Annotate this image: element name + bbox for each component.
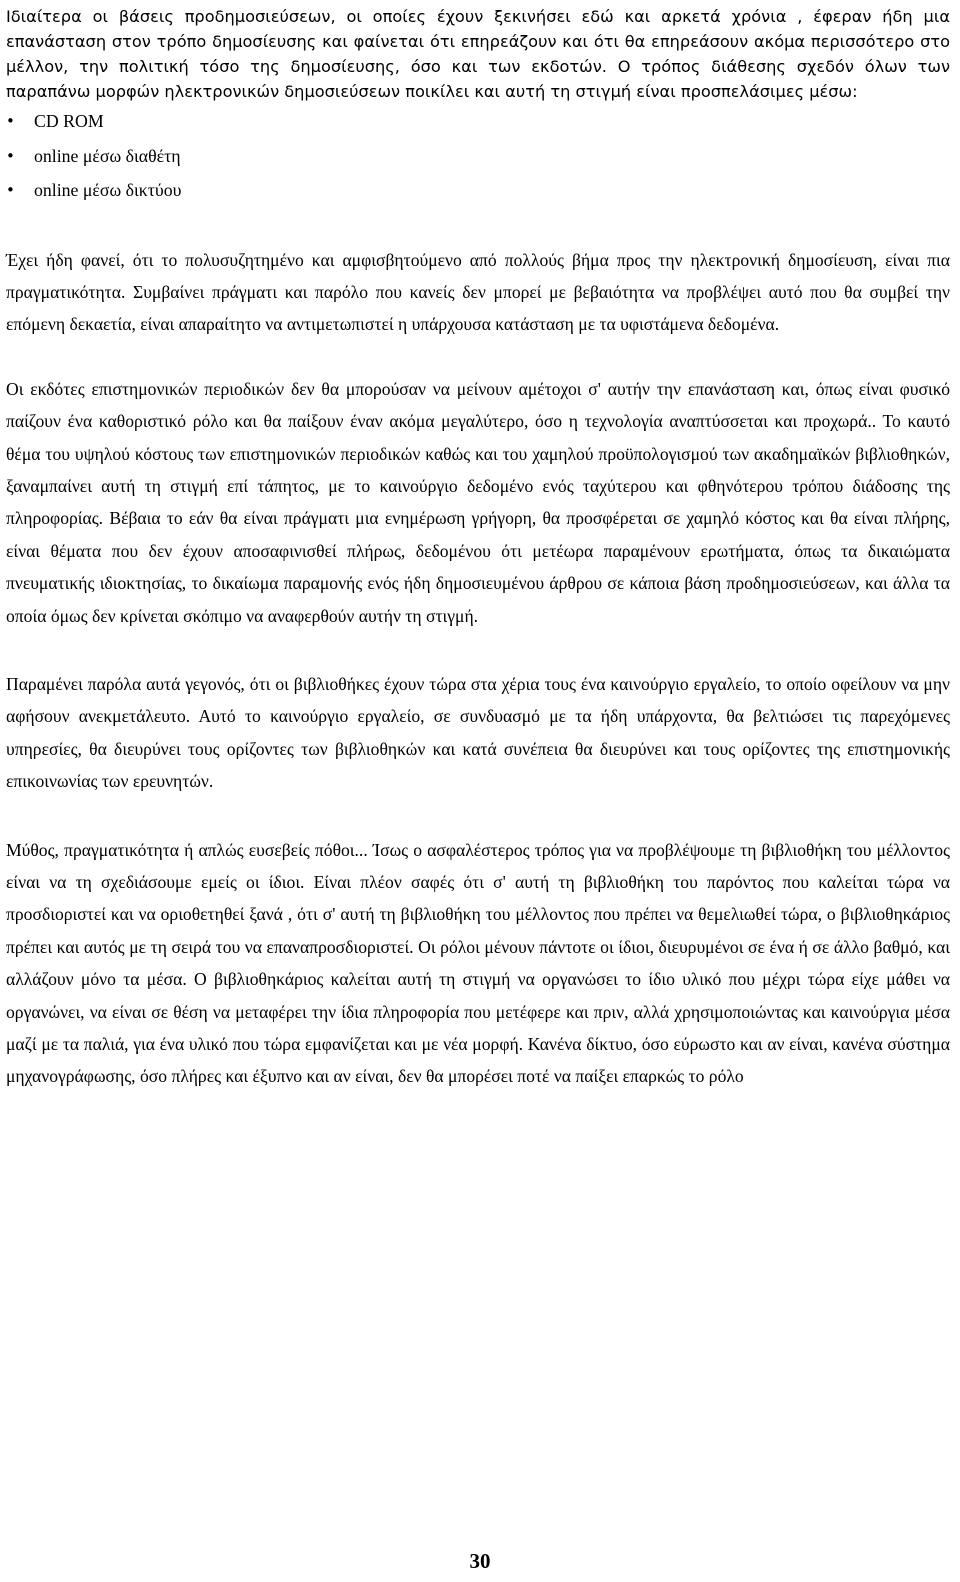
page-number: 30 bbox=[469, 1549, 491, 1573]
paragraph-libraries-tool: Παραμένει παρόλα αυτά γεγονός, ότι οι βιβλιοθήκες έχουν τώρα στα χέρια τους ένα καινούργιο εργαλείο, το οποίο οφείλουν να μην αφήσουν ανεκμετάλευτο. Αυτό το καινούργιο εργαλείο, σε συνδυασμό με τα ήδη υπάρχοντα, θα βελτιώσει τις παρεχόμενες υπηρεσίες, θα διευρύνει τους ορίζοντες των βιβλιοθηκών και κατά συνέπεια θα διευρύνει και τους ορίζοντες της επιστημονικής επικοινωνίας των ερευνητών. bbox=[6, 673, 950, 792]
bullet-icon: • bbox=[6, 146, 15, 165]
paragraph-library-future: Μύθος, πραγματικότητα ή απλώς ευσεβείς πόθοι... Ίσως ο ασφαλέστερος τρόπος για να προβλέψουμε τη βιβλιοθήκη του μέλλοντος είναι να τη σχεδιάσουμε εμείς οι ίδιοι. Είναι πλέον σαφές ότι σ' αυτή τη βιβλιοθήκη του παρόντος που καλείται τώρα να προσδιοριστεί και να οριοθετηθεί ξανά , ότι σ' αυτή τη βιβλιοθήκη του μέλλοντος που πρέπει να θεμελιωθεί τώρα, ο βιβλιοθηκάριος πρέπει και αυτός με τη σειρά του να επαναπροσδιοριστεί. Οι ρόλοι μένουν πάντοτε οι ίδιοι, διευρυμένοι σε ένα ή σε άλλο βαθμό, και αλλάζουν μόνο τα μέσα. Ο βιβλιοθηκάριος καλείται αυτή τη στιγμή να οργανώσει το ίδιο υλικό που μέχρι τώρα είχε μάθει να οργανώνει, να είναι σε θέση να μεταφέρει την ίδια πληροφορία που μετέφερε και πριν, αλλά χρησιμοποιώντας και καινούργια μέσα μαζί με τα παλιά, για ένα υλικό που τώρα εμφανίζεται και με νέα μορφή. Κανένα δίκτυο, όσο εύρωστο και αν είναι, κανένα σύστημα μηχανογράφωσης, όσο πλήρες και έξυπνο και αν είναι, δεν θα μπορέσει ποτέ να παίξει επαρκώς το ρόλο bbox=[6, 839, 950, 1087]
bullet-icon: • bbox=[6, 181, 15, 199]
spacer bbox=[6, 208, 950, 242]
list-item-label: online μέσω δικτύου bbox=[34, 180, 182, 200]
list-item-label: online μέσω διαθέτη bbox=[34, 145, 181, 166]
bullet-icon: • bbox=[6, 112, 15, 130]
paragraph-electronic-publishing: Έχει ήδη φανεί, ότι το πολυσυζητημένο και αμφισβητούμενο από πολλούς βήμα προς την ηλεκτρονική δημοσίευση, είναι πια πραγματικότητα. Συμβαίνει πράγματι και παρόλο που κανείς δεν μπορεί με βεβαιότητα να προβλέψει αυτό που θα συμβεί την επόμενη δεκαετία, είναι απαραίτητο να αντιμετωπιστεί η υπάρχουσα κατάσταση με τα υφιστάμενα δεδομένα. bbox=[6, 249, 950, 335]
list-item bbox=[6, 104, 950, 139]
access-methods-list bbox=[6, 104, 950, 208]
paragraph-publishers: Οι εκδότες επιστημονικών περιοδικών δεν θα μπορούσαν να μείνουν αμέτοχοι σ' αυτήν την επανάσταση και, όπως είναι φυσικό παίζουν ένα καθοριστικό ρόλο και θα παίξουν έναν ακόμα μεγαλύτερο, όσο η τεχνολογία αναπτύσσεται και προχωρά.. Το καυτό θέμα του υψηλού κόστους των επιστημονικών περιοδικών καθώς και του χαμηλού προϋπολογισμού των ακαδημαϊκών βιβλιοθηκών, ξαναμπαίνει αυτή τη στιγμή επί τάπητος, με το καινούργιο δεδομένο ενός ταχύτερου και φθηνότερου τρόπου διάδοσης της πληροφορίας. Βέβαια το εάν θα είναι πράγματι μια ενημέρωση γρήγορη, θα προσφέρεται σε χαμηλό κόστος και θα είναι πλήρης, είναι θέματα που δεν έχουν αποσαφινισθεί πλήρως, δεδομένου ότι μετέωρα παραμένουν ερωτήματα, όπως τα δικαιώματα πνευματικής ιδιοκτησίας, το δικαίωμα παραμονής ενός ήδη δημοσιευμένου άρθρου σε κάποια βάση προδημοσιεύσεων, και άλλα τα οποία όμως δεν κρίνεται σκόπιμο να αναφερθούν αυτήν τη στιγμή. bbox=[6, 378, 950, 626]
spacer bbox=[6, 341, 950, 373]
spacer bbox=[6, 632, 950, 668]
list-item-label: CD ROM bbox=[34, 111, 104, 131]
document-body bbox=[6, 0, 950, 1093]
list-item bbox=[6, 139, 950, 174]
paragraph-preprint-databases: Ιδιαίτερα οι βάσεις προδημοσιεύσεων, οι οποίες έχουν ξεκινήσει εδώ και αρκετά χρόνια , έφεραν ήδη μια επανάσταση στον τρόπο δημοσίευσης και φαίνεται ότι επηρεάζουν και ότι θα επηρεάσουν ακόμα περισσότερο στο μέλλον, την πολιτική τόσο της δημοσίευσης, όσο και των εκδοτών. Ο τρόπος διάθεσης σχεδόν όλων των παραπάνω μορφών ηλεκτρονικών δημοσιεύσεων ποικίλει και αυτή τη στιγμή είναι προσπελάσιμες μέσω: bbox=[6, 7, 950, 101]
spacer bbox=[6, 798, 950, 834]
list-item bbox=[6, 173, 950, 208]
